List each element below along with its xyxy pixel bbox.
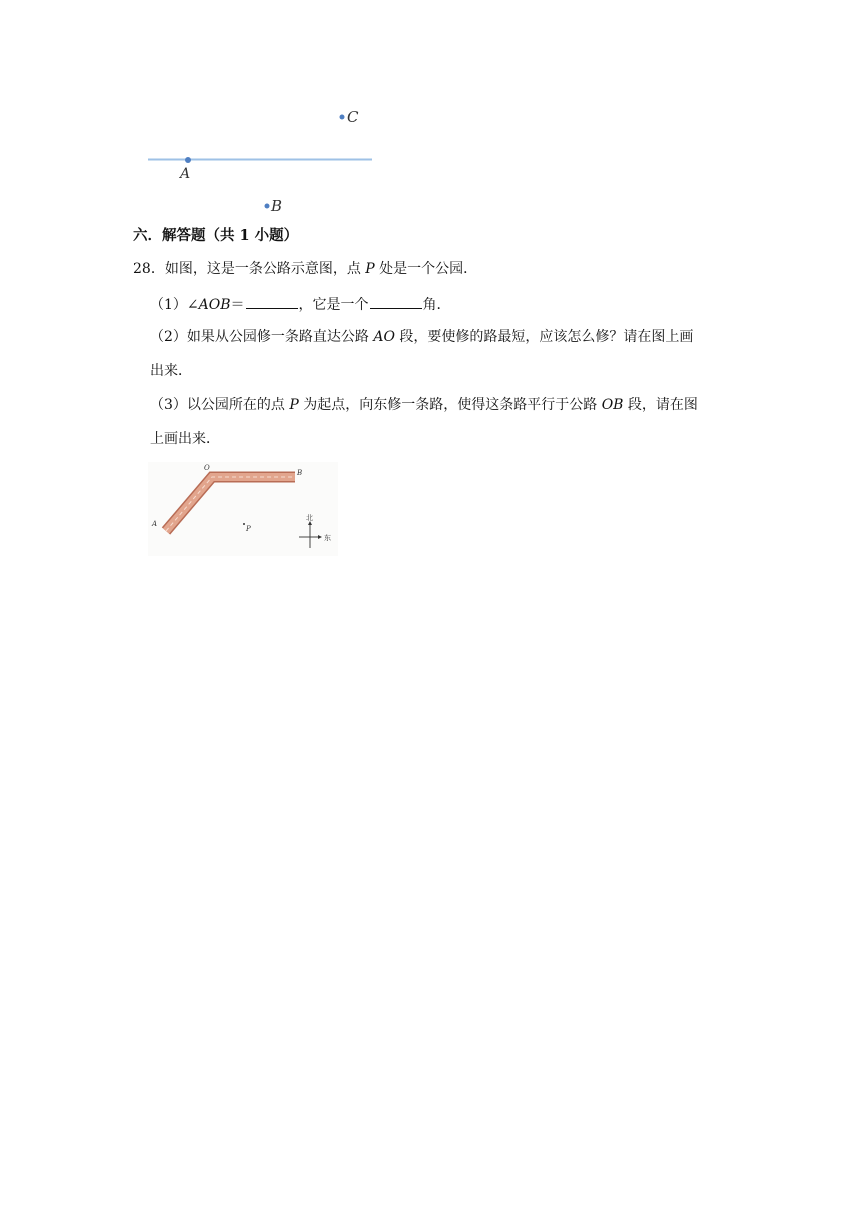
part3-mid: 为起点，向东修一条路，使得这条路平行于公路 (303, 397, 598, 413)
compass-east-label: 东 (324, 534, 331, 542)
stem-text-1: 如图，这是一条公路示意图，点 (164, 261, 361, 277)
point-c-label: C (347, 108, 359, 126)
part3-suffix: 段，请在图 (627, 397, 698, 413)
figure-road-map (148, 462, 338, 556)
part1-prefix: （1）∠ (150, 297, 199, 313)
point-c-dot (340, 115, 345, 120)
park-point-p (243, 523, 245, 525)
part3-var-ob: OB (601, 397, 624, 413)
question-stem (133, 258, 477, 278)
part1-mid: ，它是一个 (298, 297, 369, 313)
point-b-dot (265, 204, 270, 209)
label-p: P (246, 525, 251, 533)
section-title: 六．解答题（共 1 小题） (133, 227, 299, 244)
point-a-label: A (180, 166, 191, 182)
compass-icon (299, 521, 322, 548)
road-body (166, 477, 295, 531)
part2-suffix: 段，要使修的路最短，应该怎么修？请在图上画 (399, 329, 694, 345)
point-b-label: B (271, 197, 283, 215)
answer-blank-1[interactable] (246, 294, 298, 309)
part1-angle-var: AOB (198, 297, 231, 313)
compass-north-label: 北 (306, 514, 313, 522)
point-a-dot (185, 157, 191, 163)
figure-points-line (140, 100, 390, 220)
part1-equals: ＝ (230, 297, 245, 313)
part-1 (150, 294, 451, 314)
stem-var-p: P (365, 261, 375, 277)
part-3 (150, 394, 698, 414)
part3-prefix: （3）以公园所在的点 (150, 397, 285, 413)
part-2-continued: 出来． (150, 363, 192, 379)
part3-var-p: P (289, 397, 299, 413)
part2-var-ao: AO (373, 329, 395, 345)
question-number: 28． (133, 261, 165, 277)
part1-suffix: 角． (422, 297, 451, 313)
part-3-continued: 上画出来． (150, 431, 220, 447)
part-2 (150, 326, 693, 346)
label-b: B (297, 469, 303, 477)
label-a: A (152, 520, 158, 528)
label-o: O (204, 464, 210, 472)
part2-prefix: （2）如果从公园修一条路直达公路 (150, 329, 369, 345)
stem-text-2: 处是一个公园． (379, 261, 478, 277)
answer-blank-2[interactable] (370, 294, 422, 309)
